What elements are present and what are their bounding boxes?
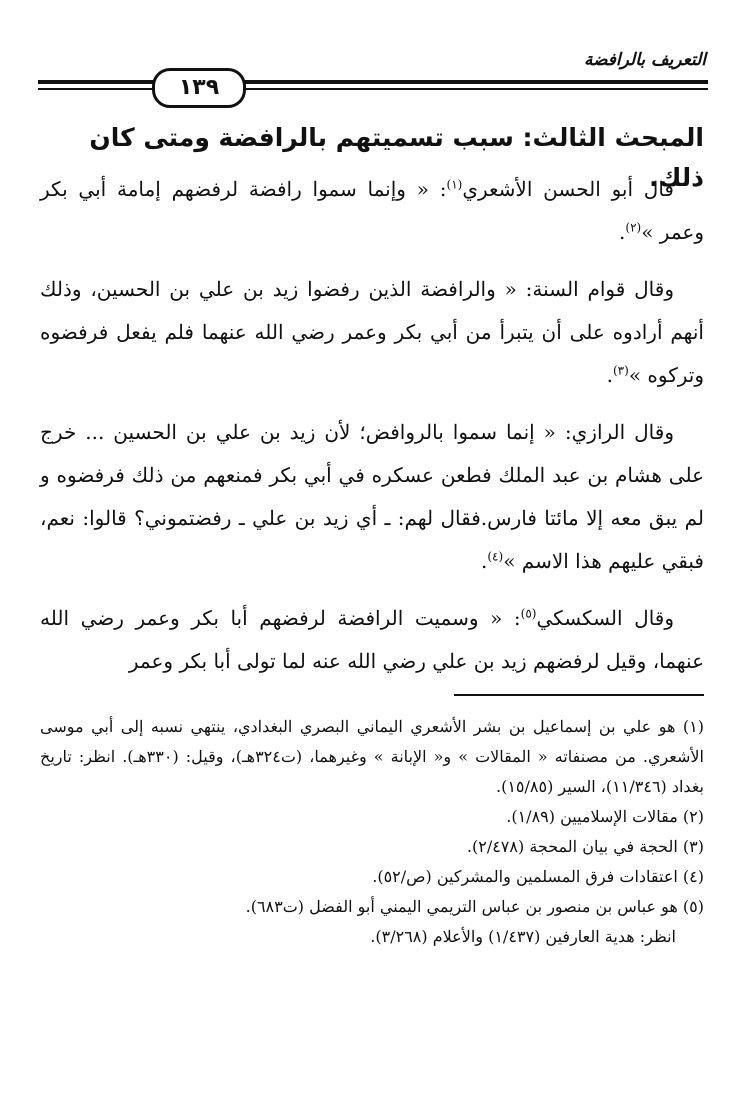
running-title: التعريف بالرافضة	[583, 50, 706, 70]
footnote-ref[interactable]: (١)	[446, 177, 463, 192]
footnote-3: (٣) الحجة في بيان المحجة (٢/٤٧٨).	[466, 837, 704, 856]
paragraph: قال أبو الحسن الأشعري$^{(١)}$: « وإنما سموا رافضة لرفضهم إمامة أبي بكر وعمر »$^{(٢)}$.	[40, 177, 704, 244]
footnote-ref[interactable]: (٣)	[612, 363, 629, 378]
footnote-ref[interactable]: (٤)	[487, 549, 504, 564]
header-rule-thin	[38, 88, 708, 90]
footnote-4: (٤) اعتقادات فرق المسلمين والمشركين (ص/٥٢).	[372, 867, 704, 886]
footnote-5-continuation: انظر: هدية العارفين (١/٤٣٧) والأعلام (٣/٢٦٨).	[370, 927, 676, 946]
footnote-2: (٢) مقالات الإسلاميين (١/٨٩).	[506, 807, 704, 826]
header-rule	[38, 80, 708, 84]
section-heading: المبحث الثالث: سبب تسميتهم بالرافضة ومتى كان ذلك.	[89, 123, 704, 192]
page-number: ١٣٩	[152, 68, 246, 108]
paragraph: وقال قوام السنة: « والرافضة الذين رفضوا زيد بن علي بن الحسين، وذلك أنهم أرادوه على أن يتبرأ من أبي بكر وعمر رضي الله عنهما فلم يفعل فرفضوه وتركوه »$^{(٣)}$.	[40, 277, 704, 387]
footnotes	[40, 712, 704, 952]
paragraph: وقال السكسكي$^{(٥)}$: « وسميت الرافضة لرفضهم أبا بكر وعمر رضي الله عنهما، وقيل لرفضهم زيد بن علي رضي الله عنه لما تولى أبا بكر وعمر	[40, 606, 704, 673]
paragraph: وقال الرازي: « إنما سموا بالروافض؛ لأن زيد بن علي بن الحسين ... خرج على هشام بن عبد الملك فطعن عسكره في أبي بكر فمنعهم من ذلك فرفضوه و لم يبق معه إلا مائتا فارس.فقال لهم: ـ أي زيد بن علي ـ رفضتموني؟ قالوا: نعم، فبقي عليهم هذا الاسم »$^{(٤)}$.	[40, 420, 704, 573]
footnote-rule	[454, 694, 704, 696]
footnote-ref[interactable]: (٥)	[520, 606, 537, 621]
footnote-1: (١) هو علي بن إسماعيل بن بشر الأشعري اليماني البصري البغدادي، ينتهي نسبه إلى أبي موسى الأشعري. من مصنفاته « المقالات » و« الإبانة » وغيرهما، (ت٣٢٤هـ)، وقيل: (٣٣٠هـ). انظر: تاريخ بغداد (١١/٣٤٦)، السير (١٥/٨٥).	[40, 717, 705, 796]
footnote-5: (٥) هو عباس بن منصور بن عباس التريمي اليمني أبو الفضل (ت٦٨٣).	[245, 897, 704, 916]
footnote-ref[interactable]: (٢)	[625, 220, 642, 235]
body-text	[40, 168, 704, 697]
